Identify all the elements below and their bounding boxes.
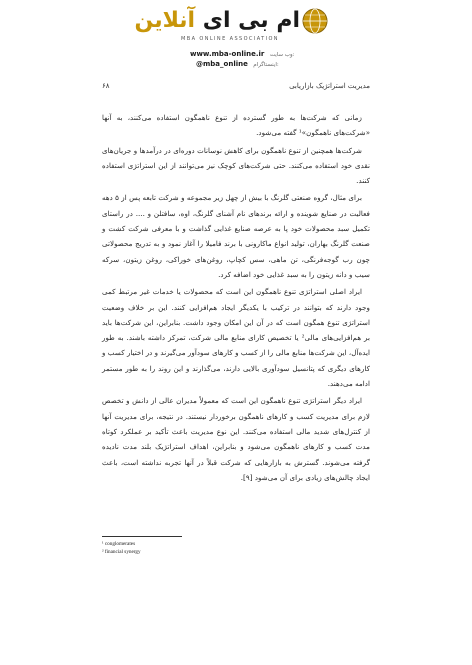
paragraph: ایراد اصلی استراتژی تنوع ناهمگون این است که محصولات یا خدمات غیر مرتبط کمی وجود دارند که بتوانند در ترکیب با یکدیگر ایجاد هم‌افزایی کنند. این بر خلاف وضعیت استراتژی تنوع همگون است که در آن این امکان وجود داشت. بنابراین، این شرکت‌ها باید بر هم‌افزایی‌های مالی² یا تخصیص کارای منابع مالی شرکت، تمرکز داشته باشند. به طور ایده‌آل، این شرکت‌ها منابع مالی را از کسب و کارهای سودآور می‌گیرند و در اختیار کسب و کارهای دیگری که پتانسیل سودآوری بالایی دارند، می‌گذارند و این روند را به طور مستمر ادامه می‌دهند. (102, 287, 370, 389)
logo-subtitle: MBA ONLINE ASSOCIATION (181, 36, 279, 42)
paragraph: زمانی که شرکت‌ها به طور گسترده از تنوع ناهمگون استفاده می‌کنند، به آنها «شرکت‌های ناهمگون»¹ گفته می‌شود. (102, 113, 370, 138)
website-line (190, 50, 300, 58)
page-number: ۶۸ (102, 82, 110, 90)
body-text (102, 110, 370, 487)
paragraph: ایراد دیگر استراتژی تنوع ناهمگون این است که معمولاً مدیران عالی از دانش و تخصص لازم برای مدیریت کسب و کارهای ناهمگون برخوردار نیستند. در نتیجه، برای مدیریت آنها از کنترل‌های شدید مالی استفاده می‌کنند. این نوع مدیریت باعث تأکید بر عملکرد کوتاه مدت کسب و کارهای ناهمگون می‌شود و بنابراین، اهداف استراتژیک بلند مدت نادیده گرفته می‌شوند. گسترش به بازارهایی که شرکت قبلاً در آنها تجربه نداشته است، باعث ایجاد چالش‌های زیادی برای آن می‌شود [۹]. (102, 396, 370, 482)
footnote: ¹ conglomerates (102, 541, 136, 547)
running-header (100, 82, 370, 94)
footnote-divider (102, 536, 182, 537)
paragraph: برای مثال، گروه صنعتی گلرنگ با بیش از چهل زیر مجموعه و شرکت تابعه پس از ۵ دهه فعالیت در صنایع شوینده و ارائه برندهای نام آشنای گلرنگ، اوه، سافتلن و .... در راستای تکمیل سبد محصولات خود پا به عرصه صنایع غذایی گذاشت و با معرفی شرکت کشت و صنعت گلرنگ بهاران، تولید انواع ماکارونی با برند فامیلا را آغاز نمود و به تدریج محصولاتی چون رب گوجه‌فرنگی، تن ماهی، سس کچاپ، روغن‌های خوراکی، روغن زیتون، سرکه سیب و دانه زیتون را به سبد غذایی خود اضافه کرد. (102, 193, 370, 279)
website-label: وب سایت: (269, 52, 295, 58)
website-url[interactable]: www.mba-online.ir (190, 50, 265, 58)
logo-main-text: ام بی ای (202, 8, 300, 33)
instagram-label: اینستاگرام: (253, 62, 279, 68)
footnotes (102, 541, 282, 556)
logo-accent-text: آنلاین (134, 8, 196, 33)
mba-online-logo (134, 6, 330, 54)
paragraph: شرکت‌ها همچنین از تنوع ناهمگون برای کاهش نوسانات دوره‌ای در درآمدها و جریان‌های نقدی خود استفاده می‌کنند. حتی شرکت‌های کوچک نیز می‌توانند از این استراتژی استفاده کنند. (102, 145, 370, 186)
instagram-line (196, 60, 306, 68)
footnote: ² financial synergy (102, 548, 141, 555)
logo-title (134, 8, 300, 33)
globe-icon (300, 6, 330, 36)
chapter-title: مدیریت استراتژیک بازاریابی (289, 82, 370, 90)
instagram-handle[interactable]: @mba_online (196, 60, 248, 68)
